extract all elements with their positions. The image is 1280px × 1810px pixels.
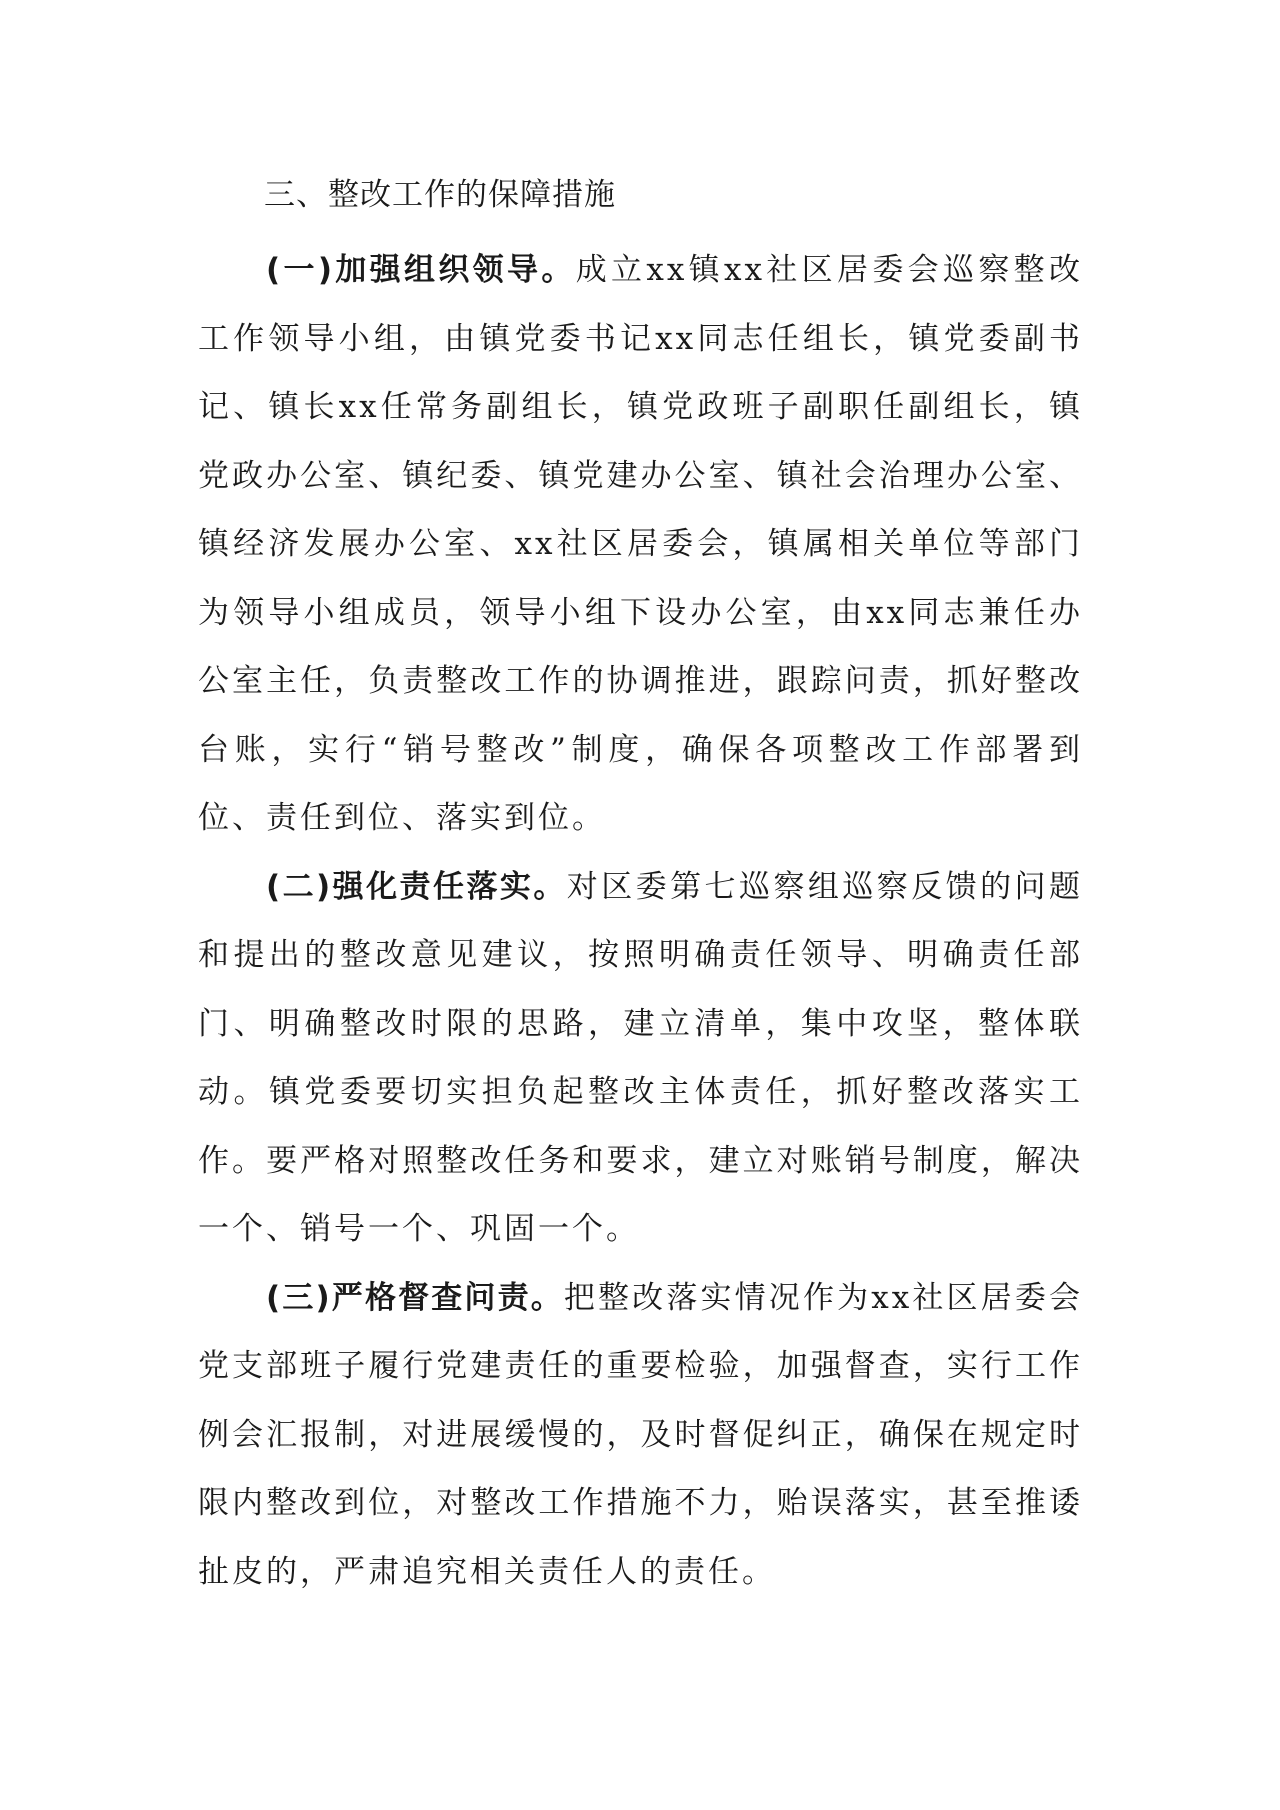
paragraph-text: 对区委第七巡察组巡察反馈的问题和提出的整改意见建议，按照明确责任领导、明确责任部门、明确整改时限的思路，建立清单，集中攻坚，整体联动。镇党委要切实担负起整改主体责任，抓好整改落实工作。要严格对照整改任务和要求，建立对账销号制度，解决一个、销号一个、巩固一个。 [198,868,1083,1247]
document-body [198,168,1083,1606]
paragraph-responsibility [198,853,1083,1264]
paragraph-text: 把整改落实情况作为xx社区居委会党支部班子履行党建责任的重要检验，加强督查，实行工作例会汇报制，对进展缓慢的，及时督促纠正，确保在规定时限内整改到位，对整改工作措施不力，贻误落实，甚至推诿扯皮的，严肃追究相关责任人的责任。 [198,1279,1083,1590]
paragraph-organization-leadership [198,236,1083,853]
paragraph-lead: (二)强化责任落实。 [266,868,567,905]
paragraph-lead: (三)严格督查问责。 [266,1279,564,1316]
paragraph-lead: (一)加强组织领导。 [266,252,576,288]
paragraph-text: 成立xx镇xx社区居委会巡察整改工作领导小组，由镇党委书记xx同志任组长，镇党委副书记、镇长xx任常务副组长，镇党政班子副职任副组长，镇党政办公室、镇纪委、镇党建办公室、镇社会治理办公室、镇经济发展办公室、xx社区居委会，镇属相关单位等部门为领导小组成员，领导小组下设办公室，由xx同志兼任办公室主任，负责整改工作的协调推进，跟踪问责，抓好整改台账，实行“销号整改”制度，确保各项整改工作部署到位、责任到位、落实到位。 [198,252,1083,836]
section-heading: 三、整改工作的保障措施 [264,177,616,213]
paragraph-supervision [198,1264,1083,1607]
